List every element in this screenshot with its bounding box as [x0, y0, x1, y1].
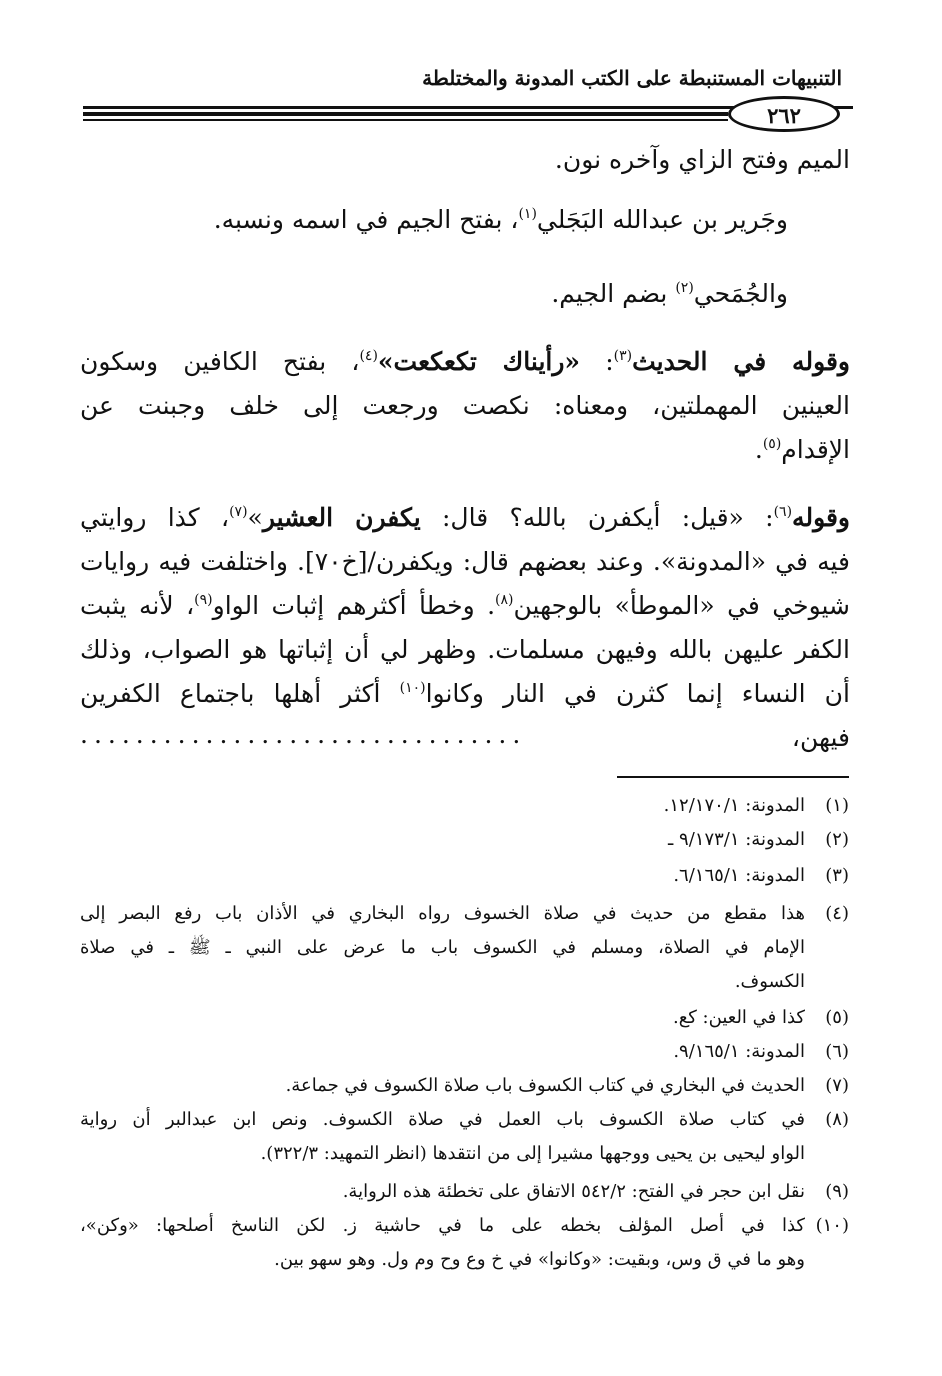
- footnote-text: المدونة: ١٢/١٧٠/١.: [663, 795, 805, 816]
- text: .: [754, 435, 763, 464]
- footnote-ref[interactable]: (١٠): [399, 680, 426, 696]
- line-1: الميم وفتح الزاي وآخره نون.: [554, 145, 850, 174]
- footnote-text: الحديث في البخاري في كتاب الكسوف باب صلاة الكسوف في جماعة.: [285, 1075, 805, 1096]
- footnote-text: المدونة: ٩/١٦٥/١.: [673, 1041, 805, 1062]
- footnote-separator: [617, 776, 849, 778]
- footnote-ref[interactable]: (٣): [613, 348, 633, 364]
- footnote-number: (٢): [825, 829, 849, 850]
- footnote-ref[interactable]: (٧): [229, 504, 248, 520]
- line-2-a: وجَرير بن عبدالله البَجَلي: [536, 205, 788, 234]
- footnote-text: المدونة: ٦/١٦٥/١.: [673, 865, 805, 886]
- header-rule-thin: [83, 119, 728, 121]
- footnote-number: (١): [825, 795, 849, 816]
- text: فيه في «المدونة». وعند بعضهم قال: ويكفرن/[خ٧٠]. واختلفت فيه روايات: [80, 547, 850, 576]
- text: شيوخي في «الموطأ» بالوجهين: [513, 591, 850, 620]
- text: ، لأنه يثبت: [80, 591, 195, 620]
- dotted-filler: ................................: [80, 720, 527, 749]
- text: فيهن،: [791, 723, 850, 752]
- footnote-number: (٨): [825, 1109, 849, 1130]
- footnote: [0, 900, 942, 1000]
- footnote: [0, 1212, 942, 1282]
- text-line: [80, 344, 850, 380]
- footnote-number: (٤): [825, 903, 849, 924]
- footnote-text: الواو ليحيى بن يحيى ووجهها مشيرا إلى من انتقدها (انظر التمهيد: ٣٢٢/٣).: [260, 1143, 805, 1164]
- text-line: [80, 588, 850, 624]
- text-line: [792, 720, 850, 756]
- text: الإقدام: [781, 435, 850, 464]
- footnote-ref[interactable]: (٥): [762, 436, 782, 452]
- colon: :: [580, 347, 614, 376]
- text-line: [555, 142, 850, 178]
- text-line: [80, 632, 850, 668]
- footnote-text: المدونة: ٩/١٧٣/١ ـ: [668, 829, 805, 850]
- footnote-ref[interactable]: (٦): [773, 504, 793, 520]
- text: : «قيل: أيكفرن بالله؟ قال:: [420, 503, 774, 532]
- line-3-a: والجُمَحي: [693, 279, 788, 308]
- header-rule-thick: [83, 112, 728, 116]
- footnote-number: (٥): [825, 1007, 849, 1028]
- footnote-text: الإمام في الصلاة، ومسلم في الكسوف باب ما عرض على النبي ـ ﷺ ـ في صلاة: [80, 937, 805, 958]
- line-2-b: ، بفتح الجيم في اسمه ونسبه.: [213, 205, 519, 234]
- quoted-hadith: يكفرن العشير: [262, 503, 421, 532]
- footnote: [0, 1106, 942, 1176]
- footnote-number: (١٠): [815, 1215, 849, 1236]
- text: . وخطأ أكثرهم إثبات الواو: [212, 591, 496, 620]
- quoted-hadith: «رأيناك تكعكعت»: [377, 347, 581, 376]
- lemma: وقوله في الحديث: [632, 347, 851, 376]
- footnote-ref[interactable]: (٢): [675, 280, 694, 296]
- text-line: [551, 276, 788, 312]
- footnote-ref[interactable]: (٨): [495, 592, 514, 608]
- footnote-text: وهو ما في ق وس، وبقيت: «وكانوا» في خ وع وح وم ول. وهو سهو بين.: [274, 1249, 805, 1270]
- footnote-number: (٧): [825, 1075, 849, 1096]
- line-3-b: بضم الجيم.: [551, 279, 676, 308]
- text: أن النساء إنما كثرن في النار وكانوا: [425, 679, 850, 708]
- text-line: [80, 388, 850, 424]
- footnote-text: كذا في العين: كع.: [672, 1007, 805, 1028]
- footnote-text: كذا في أصل المؤلف بخطه على ما في حاشية ز. لكن الناسخ أصلحها: «وكن»،: [80, 1215, 805, 1236]
- text-line: [80, 544, 850, 580]
- footnote-text: هذا مقطع من حديث في صلاة الخسوف رواه البخاري في الأذان باب رفع البصر إلى: [80, 903, 805, 924]
- footnote-ref[interactable]: (١): [518, 206, 537, 222]
- footnote-ref[interactable]: (٩): [194, 592, 213, 608]
- footnote-number: (٦): [825, 1041, 849, 1062]
- footnote-text: الكسوف.: [734, 971, 805, 992]
- footnote-ref[interactable]: (٤): [359, 348, 378, 364]
- footnote-number: (٩): [825, 1181, 849, 1202]
- text: »: [247, 503, 263, 532]
- text: العينين المهملتين، ومعناه: نكصت ورجعت إلى خلف وجبنت عن: [80, 391, 850, 420]
- lemma: وقوله: [792, 503, 851, 532]
- text: ، كذا روايتي: [80, 503, 230, 532]
- footnote-text: نقل ابن حجر في الفتح: ٥٤٢/٢ الاتفاق على تخطئة هذه الرواية.: [342, 1181, 805, 1202]
- page-number: ٢٦٢: [728, 96, 840, 132]
- text-line: [80, 676, 850, 712]
- footnote-text: في كتاب صلاة الكسوف باب العمل في صلاة الكسوف. ونص ابن عبدالبر أن رواية: [80, 1109, 805, 1130]
- text-line: [214, 202, 788, 238]
- running-title: التنبيهات المستنبطة على الكتب المدونة والمختلطة: [422, 66, 842, 90]
- text: الكفر عليهن بالله وفيهن مسلمات. وظهر لي أن إثباتها هو الصواب، وذلك: [80, 635, 850, 664]
- text: أكثر أهلها باجتماع الكفرين: [80, 679, 400, 708]
- text-line: [80, 500, 850, 536]
- footnote-number: (٣): [825, 865, 849, 886]
- text-line: [755, 432, 850, 468]
- text: ، بفتح الكافين وسكون: [80, 347, 360, 376]
